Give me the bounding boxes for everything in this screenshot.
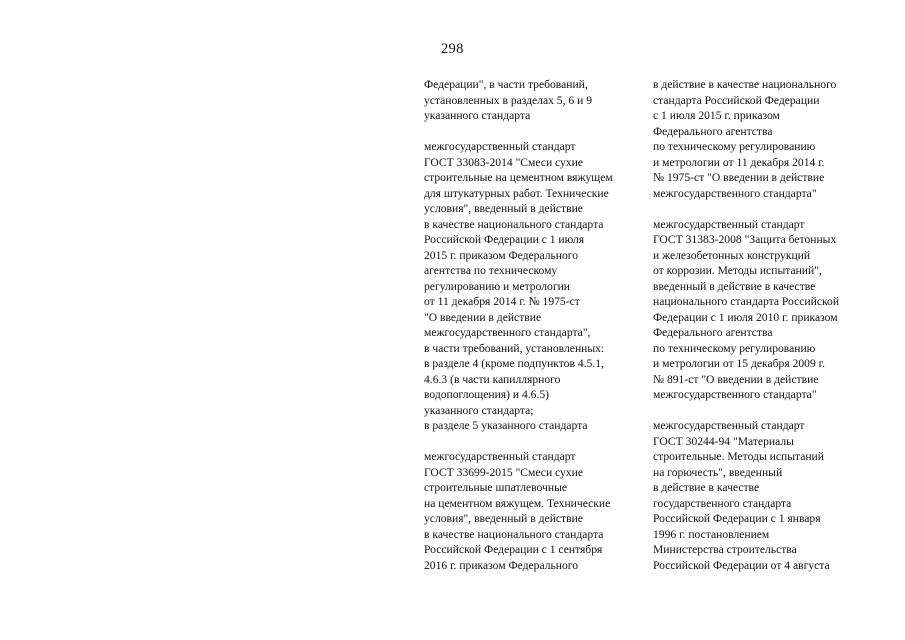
- text-line: межгосударственный стандарт: [653, 419, 805, 432]
- text-line: межгосударственный стандарт: [653, 217, 805, 231]
- text-line: с 1 июля 2015 г. приказом: [653, 109, 780, 122]
- text-line: 1996 г. постановлением: [653, 527, 770, 541]
- text-line: регулированию и метрологии: [424, 279, 570, 293]
- text-line: ГОСТ 33699-2015 "Смеси сухие: [424, 465, 583, 479]
- text-line: Российской Федерации от 4 августа: [653, 558, 830, 572]
- text-line: "О введении в действие: [424, 310, 542, 324]
- text-line: введенный в действие в качестве: [653, 279, 816, 293]
- text-line: межгосударственный стандарт: [424, 140, 576, 153]
- text-line: указанного стандарта;: [424, 403, 534, 417]
- text-line: установленных в разделах 5, 6 и 9: [424, 93, 592, 107]
- text-line: и железобетонных конструкций: [653, 248, 811, 262]
- paragraph: [653, 418, 868, 573]
- text-line: Федерального агентства: [653, 326, 773, 339]
- text-line: условия", введенный в действие: [424, 512, 583, 525]
- text-line: в разделе 4 (кроме подпунктов 4.5.1,: [424, 357, 604, 370]
- text-line: межгосударственного стандарта",: [424, 326, 591, 339]
- text-line: условия", введенный в действие: [424, 202, 583, 215]
- text-line: Федерации", в части требований,: [424, 78, 588, 91]
- text-line: по техническому регулированию: [653, 341, 816, 355]
- text-line: и метрологии от 15 декабря 2009 г.: [653, 357, 825, 370]
- text-line: № 1975-ст "О введении в действие: [653, 171, 825, 184]
- text-line: межгосударственный стандарт: [424, 450, 576, 463]
- text-line: в качестве национального стандарта: [424, 217, 604, 231]
- text-line: Министерства строительства: [653, 543, 797, 556]
- text-line: на цементном вяжущем. Технические: [424, 496, 611, 510]
- text-line: от 11 декабря 2014 г. № 1975-ст: [424, 295, 580, 308]
- text-line: 2015 г. приказом Федерального: [424, 248, 579, 262]
- paragraph: [653, 77, 868, 201]
- text-line: 2016 г. приказом Федерального: [424, 558, 579, 572]
- text-line: Российской Федерации с 1 июля: [424, 233, 585, 246]
- left-column: [424, 77, 639, 573]
- text-line: от коррозии. Методы испытаний",: [653, 264, 822, 277]
- text-line: указанного стандарта: [424, 109, 531, 122]
- text-line: ГОСТ 33083-2014 "Смеси сухие: [424, 155, 583, 169]
- text-line: межгосударственного стандарта": [653, 186, 817, 200]
- text-line: № 891-ст "О введении в действие: [653, 372, 819, 386]
- text-line: ГОСТ 30244-94 "Материалы: [653, 434, 794, 448]
- text-line: Российской Федерации с 1 сентября: [424, 543, 603, 556]
- text-line: национального стандарта Российской: [653, 295, 840, 308]
- text-line: межгосударственного стандарта": [653, 388, 817, 401]
- text-line: 4.6.3 (в части капиллярного: [424, 372, 561, 386]
- text-line: Федерального агентства: [653, 124, 773, 138]
- text-line: стандарта Российской Федерации: [653, 93, 820, 107]
- text-line: для штукатурных работ. Технические: [424, 186, 609, 200]
- paragraph: [424, 139, 639, 434]
- page-number: 298: [441, 41, 464, 57]
- text-line: строительные шпатлевочные: [424, 481, 568, 494]
- paragraph-gap: [424, 124, 639, 140]
- paragraph: [424, 77, 639, 124]
- text-line: строительные на цементном вяжущем: [424, 171, 613, 184]
- text-line: в качестве национального стандарта: [424, 527, 604, 541]
- text-line: и метрологии от 11 декабря 2014 г.: [653, 155, 825, 169]
- text-line: в разделе 5 указанного стандарта: [424, 419, 588, 432]
- text-line: агентства по техническому: [424, 264, 558, 277]
- text-line: Федерации с 1 июля 2010 г. приказом: [653, 310, 838, 324]
- paragraph-gap: [424, 434, 639, 450]
- text-line: государственного стандарта: [653, 496, 792, 510]
- paragraph-gap: [653, 403, 868, 419]
- text-line: водопоглощения) и 4.6.5): [424, 388, 550, 401]
- paragraph: [653, 217, 868, 403]
- text-line: по техническому регулированию: [653, 140, 816, 153]
- text-line: ГОСТ 31383-2008 "Защита бетонных: [653, 233, 837, 246]
- text-line: в части требований, установленных:: [424, 341, 605, 355]
- text-line: Российской Федерации с 1 января: [653, 512, 821, 525]
- right-column: [653, 77, 868, 573]
- paragraph-gap: [653, 201, 868, 217]
- paragraph: [424, 449, 639, 573]
- text-line: в действие в качестве: [653, 481, 760, 494]
- text-line: в действие в качестве национального: [653, 78, 837, 91]
- text-line: на горючесть", введенный: [653, 465, 783, 479]
- text-line: строительные. Методы испытаний: [653, 450, 824, 463]
